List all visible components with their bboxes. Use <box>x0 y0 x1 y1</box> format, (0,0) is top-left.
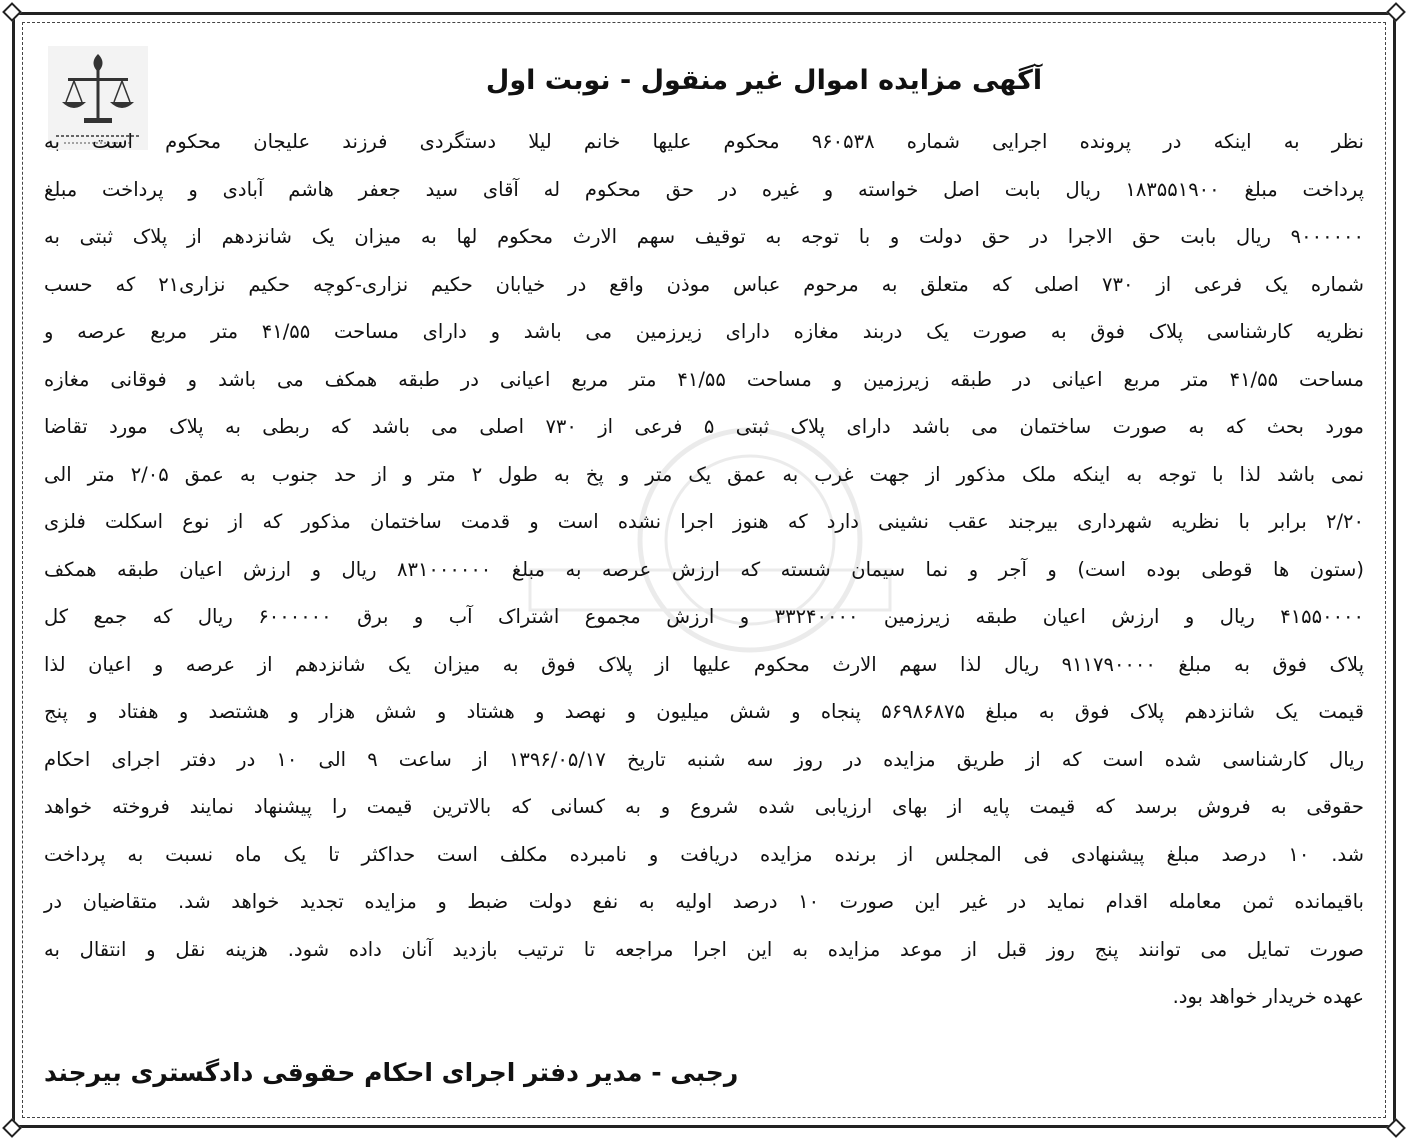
body-line-last: عهده خریدار خواهد بود. <box>1172 985 1364 1008</box>
body-line: پرداخت مبلغ ۱۸۳۵۵۱۹۰۰ ریال بابت اصل خواسته و غیره در حق محکوم له آقای سید جعفر هاشم آبادی و پرداخت مبلغ <box>44 177 1364 201</box>
body-line: نظریه کارشناسی پلاک فوق به صورت یک دربند مغازه دارای زیرزمین می باشد و دارای مساحت ۴۱/۵۵ متر مربع عرصه و <box>44 320 1365 343</box>
body-line: باقیمانده ثمن معامله اقدام نماید در غیر این صورت ۱۰ درصد اولیه به نفع دولت ضبط و مزایده تجدید خواهد شد. متقاضیان در <box>44 890 1364 913</box>
body-line: ریال کارشناسی شده است که از طریق مزایده در روز سه شنبه تاریخ ۱۳۹۶/۰۵/۱۷ از ساعت ۹ الی ۱۰ در دفتر اجرای احکام <box>44 747 1364 771</box>
notice-body <box>44 118 1364 1021</box>
body-line: پلاک فوق به مبلغ ۹۱۱۷۹۰۰۰۰ ریال لذا سهم الارث محکوم علیها از پلاک فوق به میزان یک شانزدهم از عرصه و اعیان لذا <box>44 652 1364 676</box>
body-line: حقوقی به فروش برسد که قیمت پایه از بهای ارزیابی شده شروع و به کسانی که بالاترین قیمت را پیشنهاد نمایند فروخته خواهد <box>44 795 1364 818</box>
body-line: ۲/۲۰ برابر با نظریه شهرداری بیرجند عقب نشینی دارد که هنوز اجرا نشده است و قدمت ساختمان مذکور که از نوع اسکلت فلزی <box>44 510 1364 533</box>
body-line: صورت تمایل می توانند پنج روز قبل از موعد مزایده به این اجرا مراجعه تا ترتیب بازدید آنان داده شود. هزینه نقل و انتقال به <box>44 937 1364 961</box>
signature-line: رجبی - مدیر دفتر اجرای احکام حقوقی دادگستری بیرجند <box>44 1058 739 1087</box>
body-line: نظر به اینکه در پرونده اجرایی شماره ۹۶۰۵۳۸ محکوم علیها خانم لیلا دستگردی فرزند علیجان محکوم است به <box>44 130 1364 153</box>
body-line: قیمت یک شانزدهم پلاک فوق به مبلغ ۵۶۹۸۶۸۷۵ پنجاه و شش میلیون و نهصد و هشتاد و شش هزار و هشتصد و هفتاد و پنج <box>44 700 1364 723</box>
body-line: مورد بحث که به صورت ساختمان می باشد دارای پلاک ثبتی ۵ فرعی از ۷۳۰ اصلی می باشد که ربطی به پلاک مورد تقاضا <box>44 415 1364 438</box>
notice-title: آگهی مزایده اموال غیر منقول - نوبت اول <box>485 65 1043 96</box>
body-line: شماره یک فرعی از ۷۳۰ اصلی که متعلق به مرحوم عباس موذن واقع در خیابان حکیم نزاری-کوچه حکیم نزاری۲۱ که حسب <box>44 272 1365 296</box>
body-line: ۴۱۵۵۰۰۰۰ ریال و ارزش اعیان طبقه زیرزمین ۳۳۲۴۰۰۰۰ و ارزش مجموع اشتراک آب و برق ۶۰۰۰۰۰۰ ریال که جمع کل <box>44 605 1365 628</box>
body-line: مساحت ۴۱/۵۵ متر مربع اعیانی در طبقه زیرزمین و مساحت ۴۱/۵۵ متر مربع اعیانی در طبقه همکف می باشد و فوقانی مغازه <box>44 367 1365 391</box>
body-line: شد. ۱۰ درصد مبلغ پیشنهادی فی المجلس از برنده مزایده دریافت و نامبرده مکلف است حداکثر تا یک ماه نسبت به پرداخت <box>44 842 1364 866</box>
body-line: نمی باشد لذا با توجه به اینکه ملک مذکور از جهت غرب به عمق یک متر و پخ به طول ۲ متر و از حد جنوب به عمق ۲/۰۵ متر الی <box>44 462 1365 486</box>
body-line: ۹۰۰۰۰۰۰ ریال بابت حق الاجرا در حق دولت و با توجه به توقیف سهم الارث محکوم لها به میزان یک شانزدهم از پلاک ثبتی به <box>44 225 1364 248</box>
body-line: (ستون ها قوطی بوده است) و آجر و نما سیمان شسته که ارزش عرصه به مبلغ ۸۳۱۰۰۰۰۰۰ ریال و ارزش اعیان طبقه همکف <box>44 557 1364 581</box>
